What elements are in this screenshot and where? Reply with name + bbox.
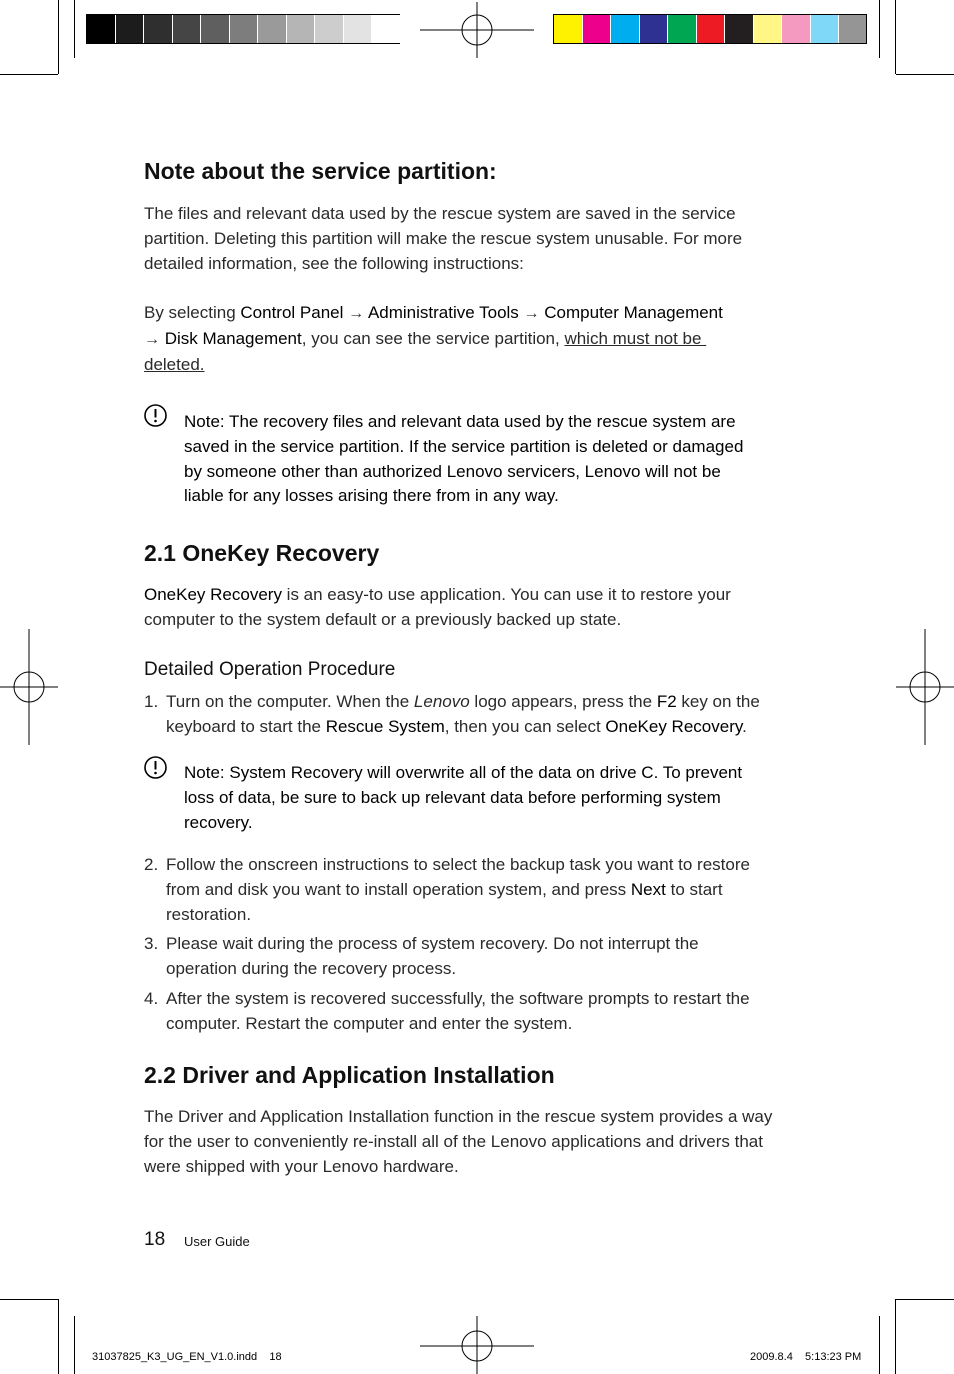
text-line: liable for any losses arising there from in any way. [184,486,559,506]
crop-mark [879,1316,880,1374]
warning-underlined: deleted. [144,354,205,374]
text-line: The Driver and Application Installation function in the rescue system provides a way [144,1107,773,1126]
color-swatch [344,15,372,43]
color-swatch [230,15,258,43]
text-line: operation during the recovery process. [166,958,457,978]
path-computer-management: Computer Management [544,303,723,322]
crop-mark [58,1299,59,1374]
crop-mark [74,1316,75,1374]
f2-key: F2 [656,692,677,711]
rescue-system-bold: Rescue System [325,716,445,736]
step-3 [166,932,806,982]
color-swatch [116,15,144,43]
step-1 [166,690,806,740]
section-22-paragraph [144,1105,814,1179]
onekey-recovery-bold: OneKey Recovery [144,585,282,604]
text-line: detailed information, see the following instructions: [144,253,524,273]
crop-mark [896,74,954,75]
crop-mark [0,1299,58,1300]
arrow-icon: → [144,330,160,348]
section-22-title: 2.2 Driver and Application Installation [144,1062,555,1088]
text: keyboard to start the [166,716,326,736]
text: Turn on the computer. When the [166,692,414,711]
warning-underlined: which must not be [564,328,707,348]
text-line: loss of data, be sure to back up relevant data before performing system [184,787,721,807]
exclamation-icon [144,404,167,427]
section-21-note [184,761,804,835]
registration-mark-top-icon [420,2,534,58]
text-line: Follow the onscreen instructions to select the backup task you want to restore [166,855,750,874]
text-line: Please wait during the process of system recovery. Do not interrupt the [166,934,699,953]
text-line: System Recovery will overwrite all of the data on drive C. To prevent [224,763,743,782]
step-4 [166,987,806,1037]
service-note-title: Note about the service partition: [144,158,497,184]
note-label: Note: [184,763,225,782]
path-intro: By selecting [144,303,241,322]
text-line: were shipped with your Lenovo hardware. [144,1156,459,1176]
section-21-intro [144,583,804,633]
step-number: 1. [144,692,159,711]
crop-mark [58,0,59,74]
text-line: is an easy-to use application. You can use it to restore your [281,585,731,604]
registration-mark-left-icon [0,629,58,745]
arrow-icon: → [523,305,540,322]
service-note-paragraph [144,202,804,276]
color-swatch [315,15,343,43]
text-line: The files and relevant data used by the rescue system are saved in the service [144,204,736,223]
crop-mark [879,0,880,58]
registration-mark-right-icon [896,629,954,745]
crop-mark [896,1299,954,1300]
text: to start [665,879,723,899]
service-note-callout [184,410,804,509]
text: , then you can select [444,716,606,736]
exclamation-icon [144,756,167,779]
section-21-title: 2.1 OneKey Recovery [144,540,380,566]
text-line: saved in the service partition. If the service partition is deleted or damaged [184,436,744,456]
color-swatch [258,15,286,43]
color-swatch [372,15,400,43]
text-line: restoration. [166,904,252,924]
color-swatch [173,15,201,43]
step-number: 2. [144,855,159,874]
section-21-subheading: Detailed Operation Procedure [144,659,396,680]
color-bar-frame [553,14,867,44]
page-number: 18 [144,1229,166,1250]
next-bold: Next [630,879,666,899]
color-swatch [287,15,315,43]
color-swatch [87,15,115,43]
text-line: computer to the system default or a previously backed up state. [144,609,622,629]
onekey-recovery-bold: OneKey Recovery [605,716,743,736]
service-path-paragraph [144,301,804,377]
text-line: for the user to conveniently re-install all of the Lenovo applications and drivers that [144,1131,763,1151]
registration-mark-bottom-icon [420,1316,534,1374]
step-number: 3. [144,934,159,953]
slug-file: 31037825_K3_UG_EN_V1.0.indd 18 [92,1351,282,1363]
text: . [742,716,747,736]
color-swatch [144,15,172,43]
arrow-icon: → [348,305,365,322]
text: from and disk you want to install operation system, and press [166,879,631,899]
text-line: recovery. [184,812,253,832]
text-line: by someone other than authorized Lenovo servicers, Lenovo will not be [184,461,721,481]
crop-mark [895,0,896,74]
path-control-panel: Control Panel [240,303,344,322]
step-2 [166,853,806,927]
path-administrative-tools: Administrative Tools [367,303,519,322]
text: key on the [676,692,760,711]
guide-label: User Guide [184,1234,250,1249]
text: logo appears, press the [469,692,657,711]
path-disk-management: Disk Management [164,328,302,348]
crop-mark [895,1299,896,1374]
text-line: partition. Deleting this partition will make the rescue system unusable. For more [144,228,743,248]
text-line: The recovery files and relevant data used by the rescue system are [224,412,736,431]
color-swatch [201,15,229,43]
crop-mark [0,74,58,75]
lenovo-italic: Lenovo [413,692,470,711]
slug-timestamp: 2009.8.4 5:13:23 PM [750,1351,862,1363]
step-number: 4. [144,989,159,1008]
path-tail: , you can see the service partition, [301,328,565,348]
text-line: computer. Restart the computer and enter the system. [166,1013,573,1033]
text-line: After the system is recovered successfully, the software prompts to restart the [166,989,750,1008]
crop-mark [74,0,75,58]
note-label: Note: [184,412,225,431]
